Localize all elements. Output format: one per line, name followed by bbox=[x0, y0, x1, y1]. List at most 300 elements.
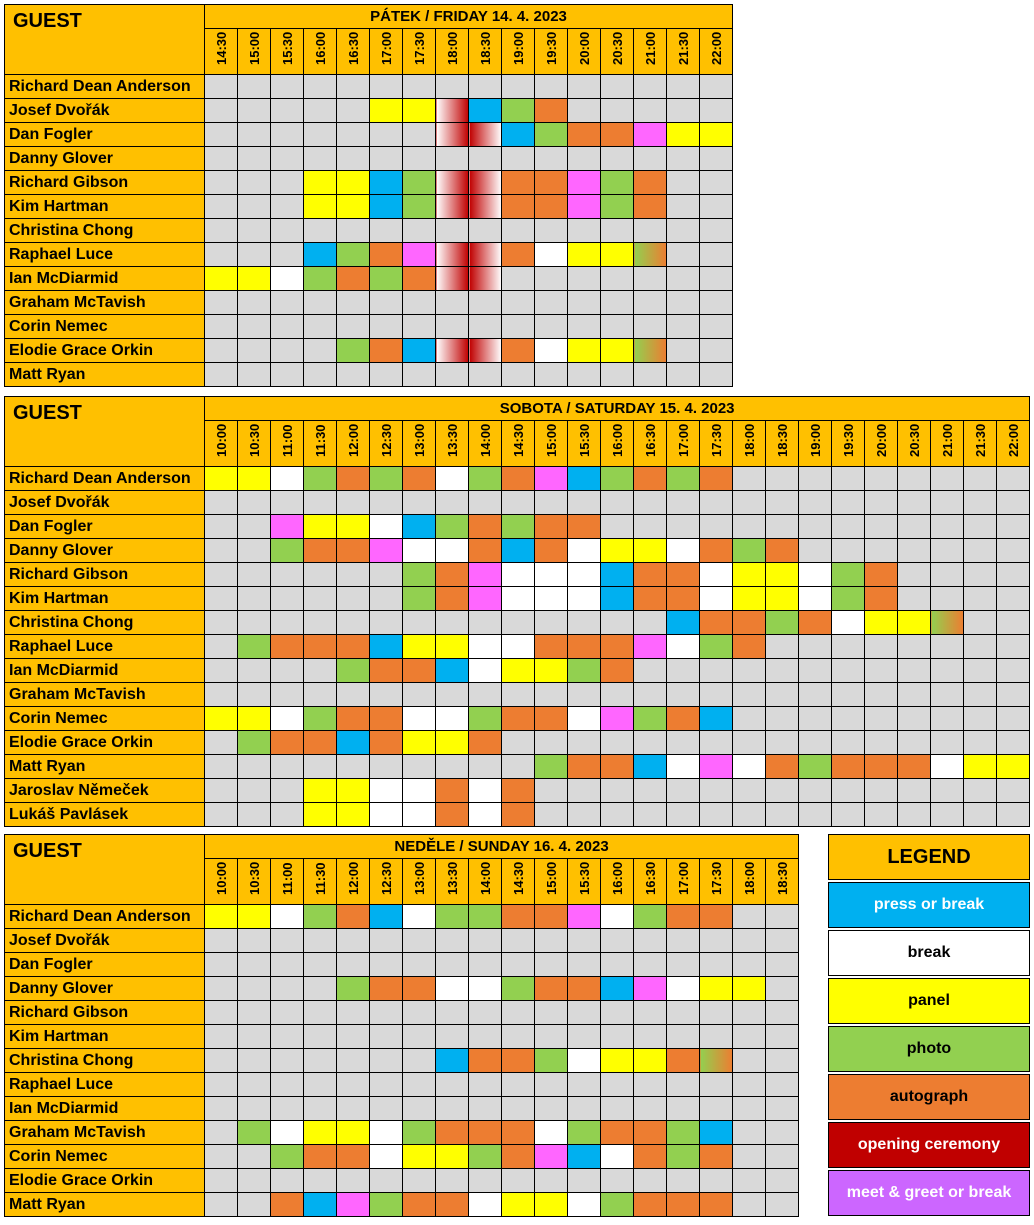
schedule-cell bbox=[502, 1073, 535, 1097]
schedule-cell bbox=[601, 1097, 634, 1121]
table-row bbox=[5, 339, 733, 363]
schedule-cell bbox=[799, 587, 832, 611]
schedule-cell bbox=[898, 563, 931, 587]
schedule-cell bbox=[832, 515, 865, 539]
schedule-cell bbox=[667, 1121, 700, 1145]
schedule-cell bbox=[502, 99, 535, 123]
schedule-cell bbox=[667, 171, 700, 195]
schedule-cell bbox=[304, 587, 337, 611]
schedule-cell bbox=[535, 1145, 568, 1169]
schedule-cell bbox=[667, 563, 700, 587]
schedule-cell bbox=[535, 683, 568, 707]
schedule-cell bbox=[601, 291, 634, 315]
guest-name: Christina Chong bbox=[5, 611, 205, 635]
schedule-cell bbox=[766, 515, 799, 539]
schedule-cell bbox=[304, 977, 337, 1001]
schedule-cell bbox=[733, 977, 766, 1001]
guest-name: Dan Fogler bbox=[5, 953, 205, 977]
schedule-cell bbox=[436, 1025, 469, 1049]
schedule-cell bbox=[304, 1049, 337, 1073]
schedule-cell bbox=[634, 243, 667, 267]
guest-name: Richard Dean Anderson bbox=[5, 905, 205, 929]
schedule-cell bbox=[436, 953, 469, 977]
schedule-cell bbox=[568, 611, 601, 635]
schedule-cell bbox=[205, 587, 238, 611]
schedule-cell bbox=[205, 953, 238, 977]
time-slot-header bbox=[634, 859, 667, 905]
schedule-cell bbox=[568, 363, 601, 387]
schedule-cell bbox=[700, 1193, 733, 1217]
time-label: 14:30 bbox=[510, 861, 526, 895]
schedule-cell bbox=[733, 929, 766, 953]
schedule-cell bbox=[832, 611, 865, 635]
schedule-cell bbox=[535, 707, 568, 731]
schedule-cell bbox=[931, 611, 964, 635]
time-slot-header bbox=[205, 29, 238, 75]
schedule-cell bbox=[568, 659, 601, 683]
schedule-cell bbox=[469, 779, 502, 803]
schedule-cell bbox=[667, 491, 700, 515]
schedule-cell bbox=[700, 659, 733, 683]
schedule-cell bbox=[634, 147, 667, 171]
schedule-cell bbox=[271, 683, 304, 707]
table-row bbox=[5, 803, 1030, 827]
schedule-cell bbox=[370, 339, 403, 363]
schedule-cell bbox=[832, 803, 865, 827]
schedule-cell bbox=[337, 1097, 370, 1121]
schedule-cell bbox=[238, 171, 271, 195]
schedule-cell bbox=[337, 1049, 370, 1073]
schedule-cell bbox=[205, 929, 238, 953]
schedule-cell bbox=[469, 467, 502, 491]
schedule-cell bbox=[370, 953, 403, 977]
schedule-cell bbox=[733, 683, 766, 707]
schedule-cell bbox=[931, 803, 964, 827]
schedule-cell bbox=[238, 953, 271, 977]
schedule-cell bbox=[766, 755, 799, 779]
schedule-cell bbox=[205, 99, 238, 123]
schedule-cell bbox=[238, 1001, 271, 1025]
schedule-cell bbox=[436, 515, 469, 539]
table-row bbox=[5, 731, 1030, 755]
schedule-cell bbox=[271, 707, 304, 731]
schedule-cell bbox=[238, 1121, 271, 1145]
schedule-cell bbox=[271, 905, 304, 929]
schedule-cell bbox=[502, 1169, 535, 1193]
time-slot-header bbox=[568, 29, 601, 75]
time-slot-header bbox=[832, 421, 865, 467]
schedule-cell bbox=[502, 707, 535, 731]
table-row bbox=[5, 707, 1030, 731]
schedule-cell bbox=[601, 731, 634, 755]
schedule-cell bbox=[667, 1073, 700, 1097]
table-row bbox=[5, 1121, 799, 1145]
schedule-cell bbox=[700, 123, 733, 147]
schedule-cell bbox=[931, 779, 964, 803]
table-row bbox=[5, 1193, 799, 1217]
schedule-cell bbox=[766, 1025, 799, 1049]
schedule-cell bbox=[337, 243, 370, 267]
schedule-cell bbox=[766, 635, 799, 659]
schedule-cell bbox=[436, 1073, 469, 1097]
schedule-cell bbox=[799, 611, 832, 635]
schedule-cell bbox=[601, 803, 634, 827]
schedule-cell bbox=[502, 587, 535, 611]
schedule-cell bbox=[436, 195, 469, 219]
schedule-cell bbox=[403, 363, 436, 387]
schedule-cell bbox=[634, 99, 667, 123]
schedule-cell bbox=[766, 953, 799, 977]
time-label: 21:30 bbox=[972, 423, 988, 457]
schedule-cell bbox=[733, 779, 766, 803]
schedule-cell bbox=[304, 755, 337, 779]
schedule-cell bbox=[469, 123, 502, 147]
schedule-cell bbox=[568, 147, 601, 171]
schedule-cell bbox=[634, 363, 667, 387]
schedule-cell bbox=[436, 803, 469, 827]
time-slot-header bbox=[931, 421, 964, 467]
schedule-cell bbox=[403, 779, 436, 803]
time-slot-header bbox=[502, 421, 535, 467]
schedule-cell bbox=[502, 339, 535, 363]
schedule-cell bbox=[205, 1049, 238, 1073]
schedule-cell bbox=[469, 1001, 502, 1025]
schedule-cell bbox=[667, 755, 700, 779]
guest-name: Matt Ryan bbox=[5, 363, 205, 387]
time-slot-header bbox=[535, 421, 568, 467]
schedule-cell bbox=[436, 339, 469, 363]
schedule-cell bbox=[865, 803, 898, 827]
time-slot-header bbox=[766, 421, 799, 467]
schedule-cell bbox=[733, 1001, 766, 1025]
time-slot-header bbox=[568, 421, 601, 467]
schedule-cell bbox=[370, 635, 403, 659]
schedule-cell bbox=[271, 339, 304, 363]
schedule-cell bbox=[667, 339, 700, 363]
schedule-cell bbox=[337, 219, 370, 243]
schedule-cell bbox=[964, 587, 997, 611]
schedule-cell bbox=[601, 539, 634, 563]
schedule-cell bbox=[403, 1169, 436, 1193]
schedule-cell bbox=[469, 587, 502, 611]
schedule-cell bbox=[337, 953, 370, 977]
time-label: 14:00 bbox=[477, 423, 493, 457]
table-row bbox=[5, 171, 733, 195]
schedule-cell bbox=[403, 905, 436, 929]
schedule-cell bbox=[568, 467, 601, 491]
guest-name: Danny Glover bbox=[5, 977, 205, 1001]
schedule-cell bbox=[667, 905, 700, 929]
schedule-cell bbox=[964, 635, 997, 659]
schedule-cell bbox=[337, 491, 370, 515]
schedule-cell bbox=[436, 635, 469, 659]
schedule-cell bbox=[733, 491, 766, 515]
schedule-cell bbox=[700, 683, 733, 707]
schedule-cell bbox=[601, 315, 634, 339]
schedule-cell bbox=[403, 339, 436, 363]
schedule-cell bbox=[667, 539, 700, 563]
table-row bbox=[5, 929, 799, 953]
schedule-cell bbox=[568, 803, 601, 827]
schedule-cell bbox=[568, 1097, 601, 1121]
schedule-cell bbox=[304, 779, 337, 803]
schedule-cell bbox=[535, 363, 568, 387]
schedule-cell bbox=[403, 1193, 436, 1217]
schedule-cell bbox=[634, 171, 667, 195]
schedule-cell bbox=[634, 267, 667, 291]
guest-name: Richard Gibson bbox=[5, 1001, 205, 1025]
schedule-cell bbox=[337, 1025, 370, 1049]
time-label: 17:30 bbox=[708, 423, 724, 457]
schedule-cell bbox=[436, 467, 469, 491]
schedule-cell bbox=[271, 123, 304, 147]
schedule-cell bbox=[370, 731, 403, 755]
schedule-cell bbox=[799, 779, 832, 803]
schedule-cell bbox=[502, 291, 535, 315]
schedule-cell bbox=[271, 977, 304, 1001]
schedule-cell bbox=[766, 803, 799, 827]
schedule-cell bbox=[271, 1073, 304, 1097]
schedule-cell bbox=[601, 515, 634, 539]
schedule-cell bbox=[370, 803, 403, 827]
schedule-cell bbox=[469, 977, 502, 1001]
time-label: 16:00 bbox=[609, 861, 625, 895]
schedule-cell bbox=[304, 905, 337, 929]
time-label: 15:30 bbox=[576, 861, 592, 895]
schedule-cell bbox=[403, 953, 436, 977]
schedule-cell bbox=[304, 1121, 337, 1145]
schedule-cell bbox=[700, 953, 733, 977]
time-label: 14:00 bbox=[477, 861, 493, 895]
schedule-cell bbox=[634, 1001, 667, 1025]
schedule-cell bbox=[403, 147, 436, 171]
schedule-cell bbox=[700, 515, 733, 539]
schedule-cell bbox=[271, 243, 304, 267]
schedule-cell bbox=[370, 1025, 403, 1049]
schedule-cell bbox=[304, 291, 337, 315]
schedule-cell bbox=[469, 707, 502, 731]
schedule-cell bbox=[667, 515, 700, 539]
schedule-cell bbox=[634, 953, 667, 977]
schedule-cell bbox=[997, 587, 1030, 611]
schedule-cell bbox=[535, 803, 568, 827]
schedule-cell bbox=[469, 755, 502, 779]
schedule-cell bbox=[403, 707, 436, 731]
guest-name: Corin Nemec bbox=[5, 707, 205, 731]
schedule-cell bbox=[205, 243, 238, 267]
schedule-cell bbox=[799, 539, 832, 563]
schedule-cell bbox=[667, 195, 700, 219]
schedule-cell bbox=[238, 929, 271, 953]
schedule-cell bbox=[469, 683, 502, 707]
schedule-cell bbox=[469, 803, 502, 827]
schedule-cell bbox=[733, 1049, 766, 1073]
day-title: NEDĚLE / SUNDAY 16. 4. 2023 bbox=[205, 835, 799, 859]
schedule-cell bbox=[535, 587, 568, 611]
guest-column-header bbox=[5, 835, 205, 905]
schedule-cell bbox=[403, 803, 436, 827]
schedule-cell bbox=[502, 731, 535, 755]
schedule-cell bbox=[436, 731, 469, 755]
schedule-cell bbox=[304, 611, 337, 635]
schedule-cell bbox=[700, 267, 733, 291]
schedule-cell bbox=[238, 1049, 271, 1073]
table-row bbox=[5, 219, 733, 243]
schedule-cell bbox=[436, 539, 469, 563]
schedule-cell bbox=[634, 803, 667, 827]
schedule-cell bbox=[502, 267, 535, 291]
schedule-cell bbox=[766, 905, 799, 929]
schedule-cell bbox=[469, 731, 502, 755]
schedule-cell bbox=[799, 803, 832, 827]
schedule-cell bbox=[535, 1121, 568, 1145]
table-row bbox=[5, 539, 1030, 563]
schedule-cell bbox=[403, 195, 436, 219]
schedule-cell bbox=[634, 219, 667, 243]
guest-name: Graham McTavish bbox=[5, 291, 205, 315]
guest-label: GUEST bbox=[13, 840, 82, 862]
schedule-cell bbox=[205, 539, 238, 563]
schedule-cell bbox=[271, 195, 304, 219]
table-row bbox=[5, 779, 1030, 803]
schedule-cell bbox=[634, 611, 667, 635]
schedule-cell bbox=[898, 611, 931, 635]
schedule-cell bbox=[436, 315, 469, 339]
schedule-cell bbox=[502, 1025, 535, 1049]
schedule-cell bbox=[667, 1193, 700, 1217]
schedule-cell bbox=[832, 707, 865, 731]
schedule-cell bbox=[568, 683, 601, 707]
schedule-cell bbox=[733, 587, 766, 611]
schedule-cell bbox=[403, 539, 436, 563]
schedule-cell bbox=[304, 1073, 337, 1097]
schedule-cell bbox=[469, 147, 502, 171]
schedule-cell bbox=[568, 75, 601, 99]
schedule-cell bbox=[469, 1169, 502, 1193]
time-label: 17:00 bbox=[675, 423, 691, 457]
schedule-cell bbox=[766, 1001, 799, 1025]
schedule-cell bbox=[568, 905, 601, 929]
table-row bbox=[5, 291, 733, 315]
schedule-cell bbox=[403, 1025, 436, 1049]
schedule-cell bbox=[766, 491, 799, 515]
schedule-cell bbox=[403, 659, 436, 683]
time-label: 20:00 bbox=[873, 423, 889, 457]
schedule-cell bbox=[832, 659, 865, 683]
schedule-cell bbox=[436, 123, 469, 147]
schedule-cell bbox=[469, 515, 502, 539]
schedule-cell bbox=[469, 491, 502, 515]
schedule-cell bbox=[403, 1049, 436, 1073]
schedule-cell bbox=[238, 539, 271, 563]
schedule-cell bbox=[535, 1097, 568, 1121]
time-label: 22:00 bbox=[708, 31, 724, 65]
table-row bbox=[5, 755, 1030, 779]
schedule-cell bbox=[436, 219, 469, 243]
schedule-cell bbox=[634, 635, 667, 659]
schedule-cell bbox=[502, 171, 535, 195]
schedule-cell bbox=[370, 147, 403, 171]
schedule-cell bbox=[337, 1145, 370, 1169]
table-row bbox=[5, 1169, 799, 1193]
schedule-cell bbox=[205, 731, 238, 755]
schedule-cell bbox=[205, 1121, 238, 1145]
schedule-cell bbox=[370, 779, 403, 803]
guest-column-header bbox=[5, 397, 205, 467]
schedule-cell bbox=[733, 731, 766, 755]
schedule-cell bbox=[568, 99, 601, 123]
schedule-cell bbox=[205, 315, 238, 339]
schedule-cell bbox=[304, 953, 337, 977]
schedule-cell bbox=[601, 1073, 634, 1097]
schedule-cell bbox=[634, 467, 667, 491]
time-slot-header bbox=[733, 859, 766, 905]
time-slot-header bbox=[370, 29, 403, 75]
schedule-cell bbox=[766, 563, 799, 587]
schedule-cell bbox=[238, 683, 271, 707]
schedule-cell bbox=[337, 683, 370, 707]
schedule-cell bbox=[271, 467, 304, 491]
schedule-cell bbox=[700, 905, 733, 929]
schedule-cell bbox=[205, 147, 238, 171]
schedule-cell bbox=[436, 929, 469, 953]
guest-name: Corin Nemec bbox=[5, 315, 205, 339]
schedule-cell bbox=[469, 219, 502, 243]
schedule-cell bbox=[634, 339, 667, 363]
schedule-cell bbox=[436, 611, 469, 635]
schedule-cell bbox=[931, 491, 964, 515]
time-label: 11:30 bbox=[312, 423, 328, 457]
schedule-cell bbox=[667, 291, 700, 315]
schedule-cell bbox=[601, 123, 634, 147]
schedule-cell bbox=[238, 779, 271, 803]
schedule-cell bbox=[205, 779, 238, 803]
schedule-cell bbox=[799, 755, 832, 779]
schedule-cell bbox=[865, 467, 898, 491]
time-slot-header bbox=[898, 421, 931, 467]
schedule-cell bbox=[667, 707, 700, 731]
schedule-cell bbox=[667, 977, 700, 1001]
schedule-cell bbox=[502, 467, 535, 491]
schedule-cell bbox=[964, 491, 997, 515]
schedule-cell bbox=[337, 1073, 370, 1097]
schedule-cell bbox=[634, 515, 667, 539]
schedule-cell bbox=[667, 75, 700, 99]
schedule-cell bbox=[601, 1001, 634, 1025]
time-slot-header bbox=[436, 859, 469, 905]
schedule-cell bbox=[865, 683, 898, 707]
schedule-cell bbox=[337, 99, 370, 123]
time-label: 13:00 bbox=[411, 861, 427, 895]
time-label: 21:00 bbox=[939, 423, 955, 457]
time-label: 20:30 bbox=[906, 423, 922, 457]
schedule-cell bbox=[799, 635, 832, 659]
schedule-cell bbox=[469, 99, 502, 123]
schedule-cell bbox=[337, 929, 370, 953]
schedule-cell bbox=[271, 491, 304, 515]
schedule-cell bbox=[403, 123, 436, 147]
schedule-cell bbox=[370, 1121, 403, 1145]
schedule-cell bbox=[436, 905, 469, 929]
time-label: 10:00 bbox=[213, 423, 229, 457]
schedule-cell bbox=[700, 315, 733, 339]
schedule-cell bbox=[502, 539, 535, 563]
schedule-cell bbox=[535, 515, 568, 539]
schedule-cell bbox=[964, 707, 997, 731]
table-row bbox=[5, 1049, 799, 1073]
schedule-cell bbox=[337, 611, 370, 635]
schedule-cell bbox=[634, 683, 667, 707]
